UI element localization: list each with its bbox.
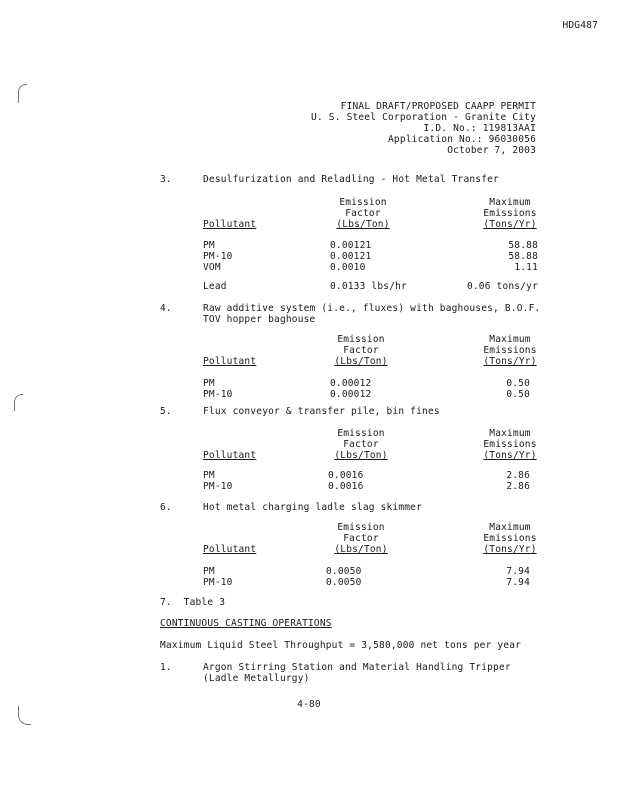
factor-header-line-2: Factor: [345, 208, 381, 219]
factor-cell: 0.0016: [328, 470, 364, 481]
max-header-line-3: (Tons/Yr): [483, 450, 537, 461]
header-line-5: October 7, 2003: [447, 145, 536, 156]
item-title: Flux conveyor & transfer pile, bin fines: [203, 406, 440, 417]
factor-cell: 0.0050: [326, 566, 362, 577]
item-title-continued: TOV hopper baghouse: [203, 314, 316, 325]
factor-header-line-1: Emission: [337, 334, 385, 345]
factor-cell: 0.00121: [330, 240, 372, 251]
item-number: 4.: [160, 303, 172, 314]
lead-max-cell: 0.06 tons/yr: [466, 281, 538, 292]
factor-cell: 0.00012: [330, 378, 372, 389]
pollutant-cell: PM: [203, 470, 215, 481]
item-title: Desulfurization and Reladling - Hot Metal Transfer: [203, 174, 499, 185]
max-cell: 2.86: [506, 470, 530, 481]
factor-header-line-1: Emission: [337, 522, 385, 533]
factor-header-line-2: Factor: [343, 345, 379, 356]
factor-cell: 0.0050: [326, 577, 362, 588]
max-header-line-1: Maximum: [489, 197, 531, 208]
item-title: Hot metal charging ladle slag skimmer: [203, 502, 423, 513]
section-title: CONTINUOUS CASTING OPERATIONS: [160, 618, 332, 629]
pollutant-header: Pollutant: [203, 450, 257, 461]
max-header-line-3: (Tons/Yr): [483, 356, 537, 367]
pollutant-cell: PM-10: [203, 251, 233, 262]
pollutant-cell: VOM: [203, 262, 221, 273]
pollutant-cell: PM-10: [203, 577, 233, 588]
header-line-1: FINAL DRAFT/PROPOSED CAAPP PERMIT: [340, 101, 536, 112]
factor-cell: 0.00121: [330, 251, 372, 262]
binder-mark-bottom: [18, 706, 31, 725]
max-header-line-1: Maximum: [489, 334, 531, 345]
max-header-line-1: Maximum: [489, 428, 531, 439]
factor-cell: 0.0010: [330, 262, 366, 273]
max-cell: 58.88: [508, 251, 538, 262]
max-cell: 2.86: [506, 481, 530, 492]
max-cell: 0.50: [506, 378, 530, 389]
max-header-line-2: Emissions: [483, 345, 537, 356]
factor-header-line-3: (Lbs/Ton): [334, 544, 388, 555]
item-number: 3.: [160, 174, 172, 185]
document-id: HDG487: [562, 20, 598, 31]
item-number: 6.: [160, 502, 172, 513]
factor-header-line-2: Factor: [343, 439, 379, 450]
item-7-table-reference: 7. Table 3: [160, 597, 226, 608]
sub-item-number: 1.: [160, 662, 172, 673]
max-cell: 7.94: [506, 577, 530, 588]
binder-mark-middle: [14, 394, 23, 411]
pollutant-header: Pollutant: [203, 219, 257, 230]
factor-header-line-3: (Lbs/Ton): [336, 219, 390, 230]
item-title: Raw additive system (i.e., fluxes) with baghouses, B.O.F.: [203, 303, 541, 314]
max-header-line-2: Emissions: [483, 439, 537, 450]
factor-header-line-3: (Lbs/Ton): [334, 450, 388, 461]
factor-header-line-1: Emission: [339, 197, 387, 208]
max-cell: 0.50: [506, 389, 530, 400]
max-header-line-3: (Tons/Yr): [483, 219, 537, 230]
pollutant-cell: PM-10: [203, 389, 233, 400]
max-cell: 58.88: [508, 240, 538, 251]
pollutant-cell: PM: [203, 378, 215, 389]
lead-factor-cell: 0.0133 lbs/hr: [330, 281, 407, 292]
item-number: 5.: [160, 406, 172, 417]
factor-cell: 0.00012: [330, 389, 372, 400]
sub-item-title: Argon Stirring Station and Material Handling Tripper: [203, 662, 511, 673]
binder-mark-top: [18, 84, 27, 103]
factor-header-line-2: Factor: [343, 533, 379, 544]
header-line-4: Application No.: 96030056: [388, 134, 536, 145]
max-header-line-3: (Tons/Yr): [483, 544, 537, 555]
throughput-statement: Maximum Liquid Steel Throughput = 3,580,000 net tons per year: [160, 640, 522, 651]
sub-item-title-continued: (Ladle Metallurgy): [203, 673, 310, 684]
max-cell: 7.94: [506, 566, 530, 577]
lead-pollutant-cell: Lead: [203, 281, 227, 292]
factor-header-line-3: (Lbs/Ton): [334, 356, 388, 367]
header-line-3: I.D. No.: 119813AAI: [423, 123, 536, 134]
pollutant-cell: PM: [203, 566, 215, 577]
pollutant-cell: PM: [203, 240, 215, 251]
pollutant-cell: PM-10: [203, 481, 233, 492]
pollutant-header: Pollutant: [203, 544, 257, 555]
max-cell: 1.11: [514, 262, 538, 273]
max-header-line-1: Maximum: [489, 522, 531, 533]
header-line-2: U. S. Steel Corporation - Granite City: [311, 112, 536, 123]
factor-header-line-1: Emission: [337, 428, 385, 439]
factor-cell: 0.0016: [328, 481, 364, 492]
page-number: 4-80: [297, 699, 321, 710]
pollutant-header: Pollutant: [203, 356, 257, 367]
max-header-line-2: Emissions: [483, 208, 537, 219]
max-header-line-2: Emissions: [483, 533, 537, 544]
